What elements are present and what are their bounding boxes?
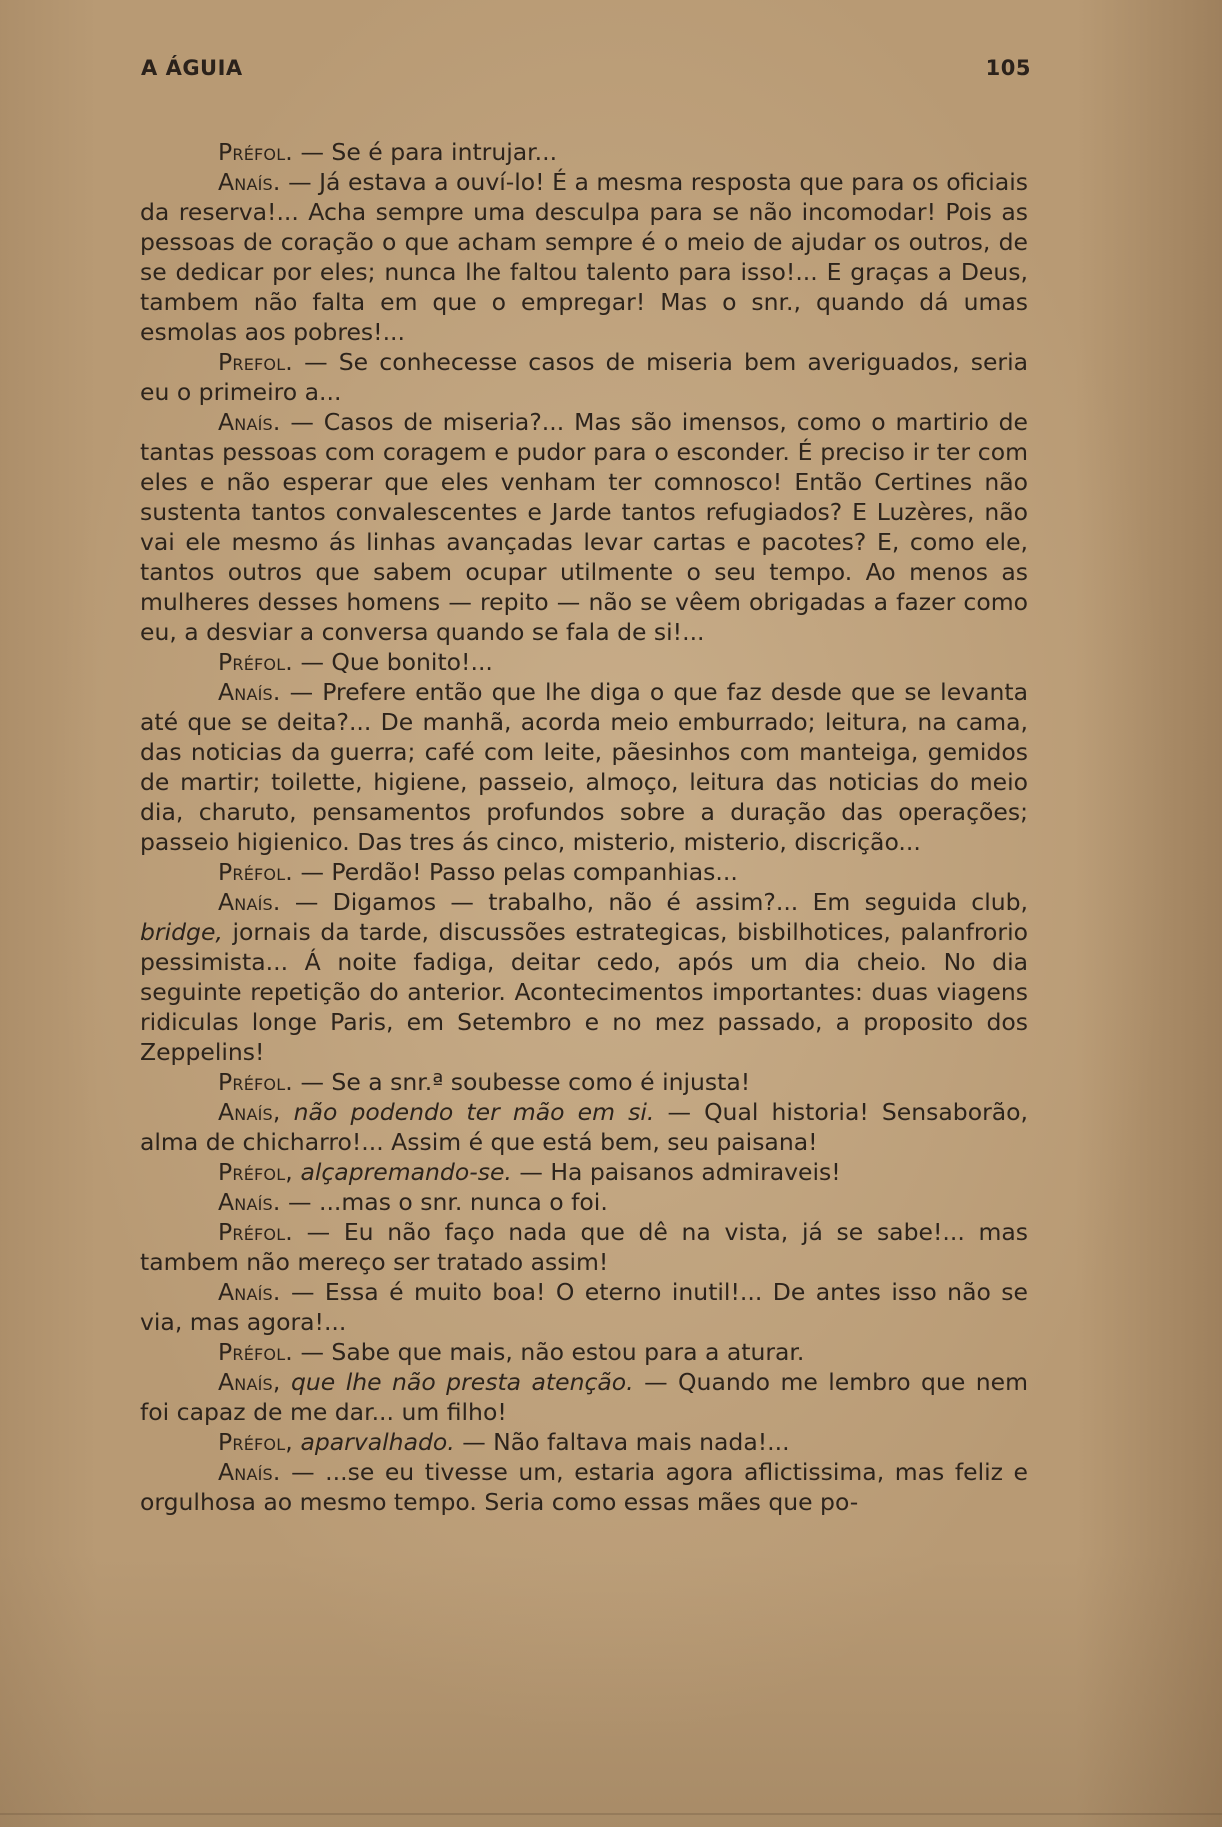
speaker: Préfol, (218, 1158, 293, 1186)
speech-10 (140, 1097, 1028, 1157)
line-text: — Se é para intrujar... (292, 138, 558, 166)
line-text: — Quando me lembro que nem foi capaz de me dar... um filho! (140, 1368, 1029, 1426)
speaker: Préfol. (218, 1218, 293, 1246)
speech-11 (140, 1157, 1028, 1187)
line-text: — Que bonito!... (292, 648, 493, 676)
speaker: Anaís. (218, 1458, 281, 1486)
page-bottom-edge (0, 1813, 1222, 1815)
stage-direction: que lhe não presta atenção. (280, 1368, 634, 1396)
line-text: — ...se eu tivesse um, estaria agora aflictissima, mas feliz e orgulhosa ao mesmo tempo. Seria como essas mães que po- (140, 1458, 1028, 1516)
page-number: 105 (985, 56, 1031, 80)
speaker: Anaís. (218, 888, 281, 916)
italic-word: bridge, (140, 918, 223, 946)
speaker: Anaís. (218, 678, 281, 706)
speech-6 (140, 677, 1028, 857)
speaker: Anaís, (218, 1368, 281, 1396)
speaker: Anaís. (218, 1188, 281, 1216)
stage-direction: não podendo ter mão em si. (280, 1098, 655, 1126)
speech-2 (140, 167, 1028, 347)
line-text: — Eu não faço nada que dê na vista, já se sabe!... mas tambem não mereço ser tratado assim! (140, 1218, 1028, 1276)
speaker: Anaís. (218, 408, 281, 436)
line-text: — Prefere então que lhe diga o que faz desde que se levanta até que se deita?... De manhã, acorda meio emburrado; leitura, na cama, das noticias da guerra; café com leite, pãesinhos com manteiga, gemidos de martir; toilette, higiene, passeio, almoço, leitura das noticias do meio dia, charuto, pensamentos profundos sobre a duração das operações; passeio higienico. Das tres ás cinco, misterio, misterio, discrição... (140, 678, 1028, 856)
speaker: Préfol. (218, 1068, 293, 1096)
stage-direction: alçapremando-se. (292, 1158, 512, 1186)
line-text: — Sabe que mais, não estou para a aturar. (292, 1338, 805, 1366)
line-text: — Casos de miseria?... Mas são imensos, como o martirio de tantas pessoas com coragem e pudor para o esconder. É preciso ir ter com eles e não esperar que eles venham ter comnosco! Então Certines não sustenta tantos convalescentes e Jarde tantos refugiados? E Luzères, não vai ele mesmo ás linhas avançadas levar cartas e pacotes? E, como ele, tantos outros que sabem ocupar utilmente o seu tempo. Ao menos as mulheres desses homens — repito — não se vêem obrigadas a fazer como eu, a desviar a conversa quando se fala de si!... (140, 408, 1028, 646)
line-text: — Digamos — trabalho, não é assim?... Em seguida club, (280, 888, 1028, 916)
dialogue-text (140, 137, 1028, 1517)
line-text: — Não faltava mais nada!... (454, 1428, 790, 1456)
line-text: — Qual historia! Sensaborão, alma de chicharro!... Assim é que está bem, seu paisana! (140, 1098, 1028, 1156)
speech-7 (140, 857, 1028, 887)
speaker: Prefol. (218, 348, 293, 376)
speech-5 (140, 647, 1028, 677)
speaker: Préfol. (218, 138, 293, 166)
line-text: — Essa é muito boa! O eterno inutil!... De antes isso não se via, mas agora!... (140, 1278, 1028, 1336)
speaker: Préfol. (218, 1338, 293, 1366)
speaker: Anaís, (218, 1098, 281, 1126)
speaker: Préfol. (218, 858, 293, 886)
line-text: — Já estava a ouví-lo! É a mesma resposta que para os oficiais da reserva!... Acha sempre uma desculpa para se não incomodar! Pois as pessoas de coração o que acham sempre é o meio de ajudar os outros, de se dedicar por eles; nunca lhe faltou talento para isso!... E graças a Deus, tambem não falta em que o empregar! Mas o snr., quando dá umas esmolas aos pobres!... (140, 168, 1028, 346)
speech-15 (140, 1337, 1028, 1367)
speech-8 (140, 887, 1028, 1067)
line-text: — Ha paisanos admiraveis! (511, 1158, 841, 1186)
line-text: jornais da tarde, discussões estrategicas, bisbilhotices, palanfrorio pessimista... Á noite fadiga, deitar cedo, após um dia cheio. No dia seguinte repetição do anterior. Acontecimentos importantes: duas viagens ridiculas longe Paris, em Setembro e no mez passado, a proposito dos Zeppelins! (140, 918, 1028, 1066)
running-title: A ÁGUIA (141, 56, 243, 80)
speech-13 (140, 1217, 1028, 1277)
speech-17 (140, 1427, 1028, 1457)
speaker: Préfol, (218, 1428, 293, 1456)
speech-3 (140, 347, 1028, 407)
line-text: — Perdão! Passo pelas companhias... (292, 858, 738, 886)
speech-9 (140, 1067, 1028, 1097)
speech-18 (140, 1457, 1028, 1517)
speech-1 (140, 137, 1028, 167)
line-text: — ...mas o snr. nunca o foi. (280, 1188, 608, 1216)
speech-4 (140, 407, 1028, 647)
running-head (141, 56, 1031, 80)
stage-direction: aparvalhado. (292, 1428, 455, 1456)
speech-14 (140, 1277, 1028, 1337)
speaker: Anaís. (218, 168, 281, 196)
speaker: Préfol. (218, 648, 293, 676)
line-text: — Se a snr.ª soubesse como é injusta! (292, 1068, 751, 1096)
speech-12 (140, 1187, 1028, 1217)
speaker: Anaís. (218, 1278, 281, 1306)
speech-16 (140, 1367, 1028, 1427)
line-text: — Se conhecesse casos de miseria bem averiguados, seria eu o primeiro a... (140, 348, 1028, 406)
